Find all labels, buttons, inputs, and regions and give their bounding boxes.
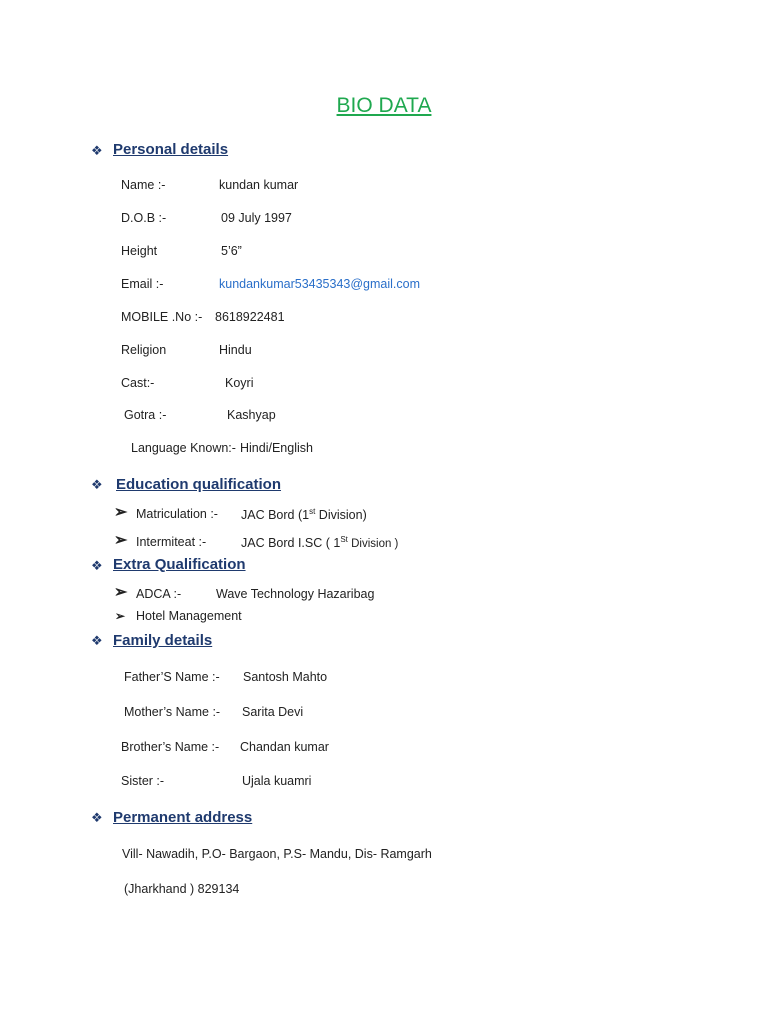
extra-heading: Extra Qualification <box>113 556 246 573</box>
arrow-bullet-icon: ➢ <box>115 609 126 623</box>
page-title: BIO DATA <box>336 94 432 117</box>
mother-label: Mother’s Name :- <box>124 705 221 719</box>
diamond-bullet-icon: ❖ <box>91 633 103 648</box>
address-line1: Vill- Nawadih, P.O- Bargaon, P.S- Mandu, Dis- Ramgarh <box>122 847 432 861</box>
mother-value: Sarita Devi <box>242 705 304 719</box>
diamond-bullet-icon: ❖ <box>91 477 103 492</box>
adca-label: ADCA :- <box>136 587 182 601</box>
address-heading: Permanent address <box>113 809 253 826</box>
religion-label: Religion <box>121 343 167 357</box>
personal-heading: Personal details <box>113 141 229 158</box>
mobile-value: 8618922481 <box>215 310 285 324</box>
inter-label: Intermiteat :- <box>136 535 207 549</box>
cast-value: Koyri <box>225 376 254 390</box>
arrow-bullet-icon: ➢ <box>114 584 128 601</box>
education-heading: Education qualification <box>116 476 282 493</box>
hotel-management-item: Hotel Management <box>136 609 242 623</box>
mobile-label: MOBILE .No :- <box>121 310 203 324</box>
brother-label: Brother’s Name :- <box>121 740 220 754</box>
name-value: kundan kumar <box>219 178 299 192</box>
height-value: 5’6” <box>221 244 242 258</box>
inter-value: JAC Bord I.SC ( 1St Division ) <box>241 535 399 551</box>
brother-value: Chandan kumar <box>240 740 329 754</box>
sister-label: Sister :- <box>121 774 165 788</box>
father-label: Father’S Name :- <box>124 670 220 684</box>
religion-value: Hindu <box>219 343 252 357</box>
cast-label: Cast:- <box>121 376 155 390</box>
matric-value: JAC Bord (1st Division) <box>241 507 367 523</box>
address-line2: (Jharkhand ) 829134 <box>124 882 240 896</box>
dob-label: D.O.B :- <box>121 211 167 225</box>
arrow-bullet-icon: ➢ <box>114 532 128 549</box>
sister-value: Ujala kuamri <box>242 774 312 788</box>
arrow-bullet-icon: ➢ <box>114 504 128 521</box>
gotra-label: Gotra :- <box>124 408 167 422</box>
diamond-bullet-icon: ❖ <box>91 810 103 825</box>
language-value: Hindi/English <box>240 441 313 455</box>
family-heading: Family details <box>113 632 213 649</box>
email-label: Email :- <box>121 277 164 291</box>
matric-label: Matriculation :- <box>136 507 218 521</box>
language-label: Language Known:- <box>131 441 236 455</box>
dob-value: 09 July 1997 <box>221 211 292 225</box>
email-link[interactable]: kundankumar53435343@gmail.com <box>219 277 421 291</box>
diamond-bullet-icon: ❖ <box>91 558 103 573</box>
adca-value: Wave Technology Hazaribag <box>216 587 375 601</box>
diamond-bullet-icon: ❖ <box>91 143 103 158</box>
height-label: Height <box>121 244 158 258</box>
father-value: Santosh Mahto <box>243 670 328 684</box>
name-label: Name :- <box>121 178 166 192</box>
gotra-value: Kashyap <box>227 408 276 422</box>
